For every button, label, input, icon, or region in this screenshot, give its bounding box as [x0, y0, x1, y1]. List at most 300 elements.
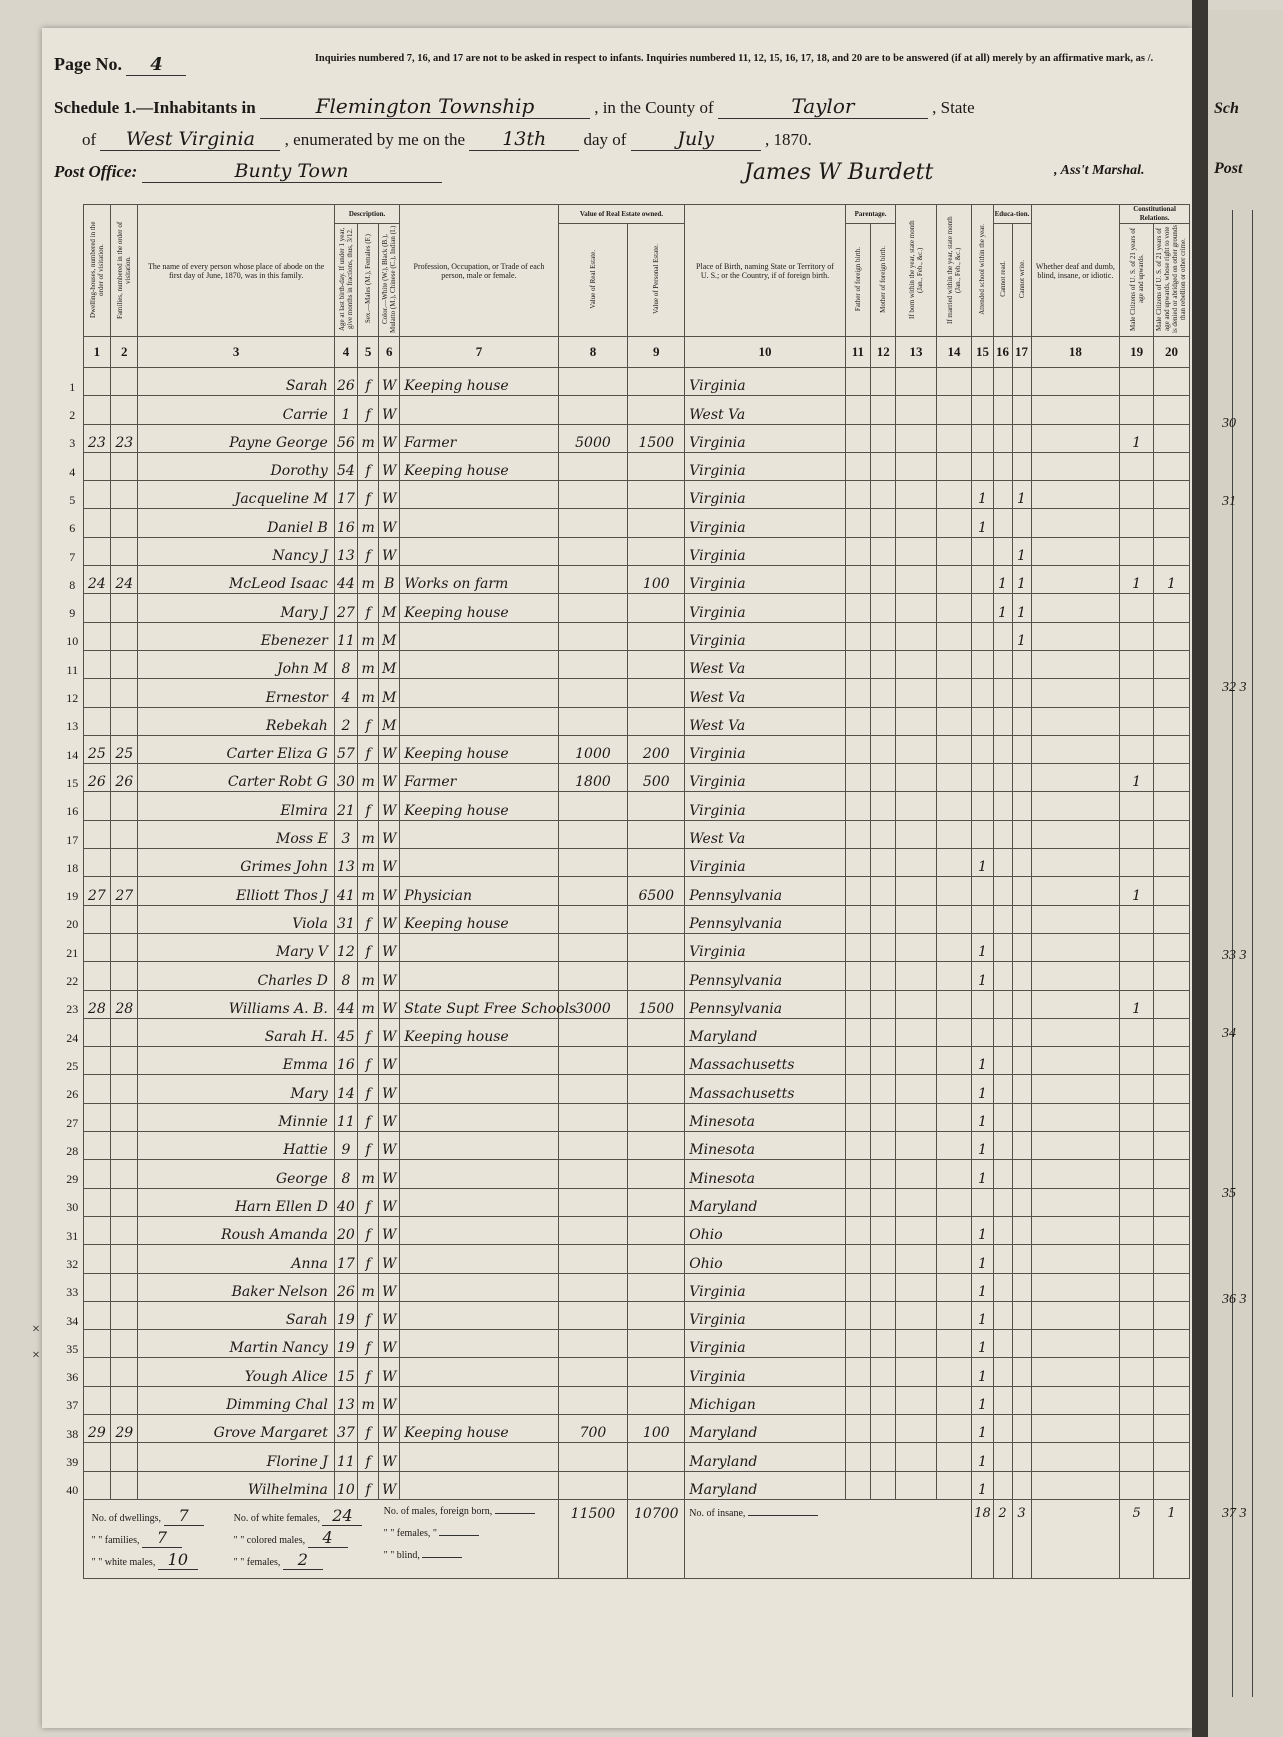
- occupation: [400, 1443, 558, 1471]
- attended-school: 1: [972, 1443, 993, 1471]
- sex: m: [358, 509, 379, 537]
- attended-school: [972, 566, 993, 594]
- sex: f: [358, 1301, 379, 1329]
- cannot-read: 1: [993, 566, 1012, 594]
- sex: f: [358, 1018, 379, 1046]
- mother-foreign: [871, 1386, 896, 1414]
- line-number: 16: [66, 804, 79, 819]
- born-in-year: [896, 396, 936, 424]
- married-in-year: [936, 1075, 972, 1103]
- mother-foreign: [871, 1414, 896, 1442]
- colnum: 15: [972, 337, 993, 368]
- dwelling-number: [83, 679, 110, 707]
- deaf-blind-insane: [1031, 1471, 1120, 1499]
- cannot-read: [993, 679, 1012, 707]
- vote-denied: [1153, 1245, 1189, 1273]
- vote-denied: [1153, 1443, 1189, 1471]
- colnum: 18: [1031, 337, 1120, 368]
- occupation: [400, 396, 558, 424]
- cannot-write: 1: [1012, 594, 1031, 622]
- marshal-signature: James W Burdett: [744, 160, 934, 185]
- line-number: 7: [69, 549, 76, 564]
- married-in-year: [936, 707, 972, 735]
- attended-school: 1: [972, 1245, 993, 1273]
- occupation: [400, 1132, 558, 1160]
- mother-foreign: [871, 1273, 896, 1301]
- margin-mark: ×: [32, 1348, 40, 1363]
- family-number: [111, 594, 138, 622]
- line-number: 11: [66, 662, 79, 677]
- birth-place: Virginia: [685, 1330, 845, 1358]
- married-in-year: [936, 1386, 972, 1414]
- personal-estate-value: [628, 1160, 685, 1188]
- sex: f: [358, 537, 379, 565]
- birth-place: Virginia: [685, 933, 845, 961]
- born-in-year: [896, 1414, 936, 1442]
- father-foreign: [845, 1075, 870, 1103]
- table-row: [62, 566, 1190, 594]
- age: 21: [334, 792, 357, 820]
- age: 8: [334, 962, 357, 990]
- sex: f: [358, 368, 379, 396]
- table-row: [62, 820, 1190, 848]
- cannot-read: [993, 1471, 1012, 1499]
- male-citizen: [1120, 1273, 1154, 1301]
- dwelling-number: [83, 1047, 110, 1075]
- vote-denied: [1153, 1414, 1189, 1442]
- line-number: 27: [66, 1115, 79, 1130]
- birth-place: Virginia: [685, 792, 845, 820]
- table-row: [62, 537, 1190, 565]
- born-in-year: [896, 820, 936, 848]
- born-in-year: [896, 1245, 936, 1273]
- attended-school: [972, 792, 993, 820]
- c16-total: 2: [993, 1499, 1012, 1578]
- color: W: [379, 877, 400, 905]
- person-name: Charles D: [138, 962, 334, 990]
- dwelling-number: [83, 594, 110, 622]
- real-estate-header: Value of Real Estate owned.: [558, 205, 685, 224]
- father-foreign: [845, 481, 870, 509]
- vote-denied: [1153, 820, 1189, 848]
- real-estate-value: 1800: [558, 764, 628, 792]
- attended-school: 1: [972, 962, 993, 990]
- vote-denied: [1153, 396, 1189, 424]
- table-row: [62, 1471, 1190, 1499]
- born-in-year: [896, 735, 936, 763]
- dwelling-number: [83, 1301, 110, 1329]
- line-number: 35: [66, 1341, 79, 1356]
- born-in-year: [896, 1018, 936, 1046]
- real-estate-value: [558, 1018, 628, 1046]
- table-row: [62, 1301, 1190, 1329]
- father-foreign: [845, 679, 870, 707]
- vote-denied: [1153, 650, 1189, 678]
- dwelling-number: [83, 962, 110, 990]
- occupation: [400, 820, 558, 848]
- cannot-read: 1: [993, 594, 1012, 622]
- born-in-year: [896, 1471, 936, 1499]
- colored-females-total: 2: [283, 1550, 323, 1570]
- cannot-read: [993, 368, 1012, 396]
- personal-estate-value: [628, 650, 685, 678]
- married-in-year: [936, 1301, 972, 1329]
- dwelling-number: [83, 1273, 110, 1301]
- colnum: 8: [558, 337, 628, 368]
- attended-school: 1: [972, 1160, 993, 1188]
- mother-foreign: [871, 1358, 896, 1386]
- mother-foreign: [871, 368, 896, 396]
- married-in-year: [936, 1273, 972, 1301]
- attended-school: [972, 990, 993, 1018]
- male-citizen: 1: [1120, 566, 1154, 594]
- married-in-year: [936, 650, 972, 678]
- c19-total: 5: [1120, 1499, 1154, 1578]
- color: W: [379, 1386, 400, 1414]
- age: 17: [334, 1245, 357, 1273]
- family-number: [111, 849, 138, 877]
- family-number: [111, 1273, 138, 1301]
- deaf-blind-insane: [1031, 1443, 1120, 1471]
- real-estate-value: [558, 537, 628, 565]
- birth-place: Virginia: [685, 566, 845, 594]
- age: 3: [334, 820, 357, 848]
- person-name: Viola: [138, 905, 334, 933]
- color: M: [379, 679, 400, 707]
- father-foreign: [845, 1386, 870, 1414]
- sex: f: [358, 735, 379, 763]
- born-in-year: [896, 1188, 936, 1216]
- born-in-year: [896, 1160, 936, 1188]
- line-number: 33: [66, 1285, 79, 1300]
- colnum: 2: [111, 337, 138, 368]
- cannot-read: [993, 735, 1012, 763]
- totals-counts: [83, 1499, 558, 1578]
- table-row: [62, 650, 1190, 678]
- mother-foreign: [871, 537, 896, 565]
- real-estate-value: [558, 1358, 628, 1386]
- vote-denied: [1153, 962, 1189, 990]
- real-estate-value: [558, 1188, 628, 1216]
- colnum: 3: [138, 337, 334, 368]
- age: 44: [334, 990, 357, 1018]
- birth-place: Virginia: [685, 481, 845, 509]
- born-in-year: [896, 877, 936, 905]
- dwelling-number: 24: [83, 566, 110, 594]
- age: 8: [334, 1160, 357, 1188]
- cannot-write: [1012, 452, 1031, 480]
- mother-foreign: [871, 1047, 896, 1075]
- deaf-blind-insane: [1031, 877, 1120, 905]
- occupation: [400, 481, 558, 509]
- color: W: [379, 962, 400, 990]
- cannot-read: [993, 905, 1012, 933]
- father-foreign: [845, 424, 870, 452]
- attended-school: 1: [972, 849, 993, 877]
- male-citizen: [1120, 650, 1154, 678]
- schedule-line: [54, 94, 975, 119]
- census-page: [32, 28, 1192, 1728]
- cannot-write: [1012, 933, 1031, 961]
- deaf-blind-insane: [1031, 735, 1120, 763]
- line-number: 29: [66, 1172, 79, 1187]
- age: 10: [334, 1471, 357, 1499]
- father-foreign: [845, 537, 870, 565]
- birth-place: West Va: [685, 679, 845, 707]
- born-in-year: [896, 1103, 936, 1131]
- real-estate-value: [558, 707, 628, 735]
- family-number: [111, 1132, 138, 1160]
- color: W: [379, 424, 400, 452]
- sex: f: [358, 792, 379, 820]
- sex: f: [358, 1245, 379, 1273]
- table-row: [62, 594, 1190, 622]
- white-males-total: 10: [158, 1550, 198, 1570]
- married-in-year: [936, 1103, 972, 1131]
- cannot-read: [993, 1047, 1012, 1075]
- dwelling-number: [83, 1443, 110, 1471]
- adjacent-entry: 34: [1222, 1026, 1236, 1041]
- sex: f: [358, 1047, 379, 1075]
- vote-denied: [1153, 990, 1189, 1018]
- birth-place: Virginia: [685, 368, 845, 396]
- white-females-total: 24: [322, 1506, 362, 1526]
- cannot-write: [1012, 990, 1031, 1018]
- father-foreign: [845, 1245, 870, 1273]
- occupation: Physician: [400, 877, 558, 905]
- cannot-read: [993, 622, 1012, 650]
- personal-estate-value: [628, 1471, 685, 1499]
- cannot-read: [993, 1132, 1012, 1160]
- col20-header: Male Citizens of U. S. of 21 years of age and upwards, whose right to vote is denied or abridged on other grounds than rebellion or other crime.: [1153, 224, 1189, 337]
- married-in-year: [936, 368, 972, 396]
- deaf-blind-insane: [1031, 1330, 1120, 1358]
- birth-place: Massachusetts: [685, 1075, 845, 1103]
- married-in-year: [936, 509, 972, 537]
- table-row: [62, 1245, 1190, 1273]
- mother-foreign: [871, 933, 896, 961]
- father-foreign: [845, 849, 870, 877]
- cannot-write: [1012, 1075, 1031, 1103]
- cannot-write: [1012, 820, 1031, 848]
- family-number: [111, 1358, 138, 1386]
- occupation: [400, 537, 558, 565]
- person-name: Minnie: [138, 1103, 334, 1131]
- deaf-blind-insane: [1031, 481, 1120, 509]
- age: 16: [334, 1047, 357, 1075]
- family-number: 27: [111, 877, 138, 905]
- attended-school: [972, 679, 993, 707]
- table-row: [62, 679, 1190, 707]
- deaf-blind-insane: [1031, 1358, 1120, 1386]
- cannot-write: [1012, 707, 1031, 735]
- dwelling-number: [83, 537, 110, 565]
- attended-school: [972, 594, 993, 622]
- deaf-blind-insane: [1031, 622, 1120, 650]
- dwelling-number: [83, 1245, 110, 1273]
- color: W: [379, 1273, 400, 1301]
- cannot-read: [993, 1188, 1012, 1216]
- line-number: 13: [66, 719, 79, 734]
- attended-school: [972, 764, 993, 792]
- real-estate-value: [558, 1330, 628, 1358]
- occupation: [400, 1301, 558, 1329]
- table-row: [62, 707, 1190, 735]
- table-row: [62, 764, 1190, 792]
- married-in-year: [936, 1132, 972, 1160]
- real-estate-value: [558, 566, 628, 594]
- person-name: Nancy J: [138, 537, 334, 565]
- born-in-year: [896, 481, 936, 509]
- real-estate-value: [558, 1386, 628, 1414]
- vote-denied: [1153, 933, 1189, 961]
- male-citizen: [1120, 1047, 1154, 1075]
- family-number: [111, 679, 138, 707]
- personal-estate-value: [628, 368, 685, 396]
- born-in-year: [896, 933, 936, 961]
- line-number: 3: [69, 436, 76, 451]
- male-citizen: 1: [1120, 990, 1154, 1018]
- personal-estate-value: [628, 849, 685, 877]
- personal-estate-value: 1500: [628, 990, 685, 1018]
- vote-denied: [1153, 1160, 1189, 1188]
- colnum: 13: [896, 337, 936, 368]
- colnum: 16: [993, 337, 1012, 368]
- dwelling-number: [83, 481, 110, 509]
- cannot-read: [993, 1386, 1012, 1414]
- line-number: 2: [69, 408, 76, 423]
- personal-estate-value: [628, 594, 685, 622]
- colnum: 20: [1153, 337, 1189, 368]
- dwelling-number: [83, 1075, 110, 1103]
- male-citizen: [1120, 1443, 1154, 1471]
- person-name: Wilhelmina: [138, 1471, 334, 1499]
- col5-header: Sex.—Males (M.), Females (F.): [358, 224, 379, 337]
- attended-school: [972, 396, 993, 424]
- color: W: [379, 990, 400, 1018]
- cannot-write: [1012, 1443, 1031, 1471]
- born-in-year: [896, 452, 936, 480]
- mother-foreign: [871, 481, 896, 509]
- table-row: [62, 849, 1190, 877]
- table-row: [62, 1414, 1190, 1442]
- family-number: [111, 1160, 138, 1188]
- father-foreign: [845, 990, 870, 1018]
- mother-foreign: [871, 424, 896, 452]
- sex: f: [358, 905, 379, 933]
- born-in-year: [896, 594, 936, 622]
- cannot-write: [1012, 1132, 1031, 1160]
- sex: f: [358, 1132, 379, 1160]
- father-foreign: [845, 1018, 870, 1046]
- family-number: [111, 1301, 138, 1329]
- mother-foreign: [871, 566, 896, 594]
- family-number: [111, 509, 138, 537]
- sex: f: [358, 481, 379, 509]
- born-in-year: [896, 537, 936, 565]
- born-in-year: [896, 1358, 936, 1386]
- real-estate-value: [558, 849, 628, 877]
- vote-denied: [1153, 764, 1189, 792]
- vote-denied: [1153, 368, 1189, 396]
- dwellings-label: No. of dwellings,: [91, 1512, 162, 1524]
- male-citizen: [1120, 537, 1154, 565]
- sex: m: [358, 877, 379, 905]
- cannot-write: 1: [1012, 537, 1031, 565]
- real-estate-value: [558, 650, 628, 678]
- cannot-read: [993, 1414, 1012, 1442]
- age: 16: [334, 509, 357, 537]
- birth-place: Ohio: [685, 1245, 845, 1273]
- col10-header: Place of Birth, naming State or Territory of U. S.; or the Country, if of foreign birth.: [685, 205, 845, 337]
- line-number: 32: [66, 1257, 79, 1271]
- family-number: [111, 1216, 138, 1244]
- born-in-year: [896, 650, 936, 678]
- age: 13: [334, 849, 357, 877]
- c20-total: 1: [1153, 1499, 1189, 1578]
- vote-denied: [1153, 424, 1189, 452]
- colnum: 12: [871, 337, 896, 368]
- deaf-blind-insane: [1031, 1245, 1120, 1273]
- census-rows: [62, 368, 1190, 1500]
- line-number: 15: [66, 775, 79, 790]
- born-in-year: [896, 1216, 936, 1244]
- age: 11: [334, 1443, 357, 1471]
- born-in-year: [896, 990, 936, 1018]
- vote-denied: [1153, 481, 1189, 509]
- color: W: [379, 1103, 400, 1131]
- state-value: West Virginia: [100, 128, 280, 151]
- attended-school: [972, 537, 993, 565]
- attended-school: [972, 1188, 993, 1216]
- column-number-row: [62, 337, 1190, 368]
- sex: m: [358, 1160, 379, 1188]
- cannot-read: [993, 1160, 1012, 1188]
- birth-place: Virginia: [685, 622, 845, 650]
- line-number: 28: [66, 1143, 79, 1158]
- male-citizen: [1120, 1132, 1154, 1160]
- color: W: [379, 1216, 400, 1244]
- mother-foreign: [871, 1188, 896, 1216]
- born-in-year: [896, 905, 936, 933]
- birth-place: Virginia: [685, 537, 845, 565]
- table-row: [62, 368, 1190, 396]
- cannot-read: [993, 933, 1012, 961]
- cannot-read: [993, 1358, 1012, 1386]
- color: W: [379, 1471, 400, 1499]
- married-in-year: [936, 594, 972, 622]
- cannot-write: [1012, 1103, 1031, 1131]
- deaf-blind-insane: [1031, 792, 1120, 820]
- male-citizen: [1120, 849, 1154, 877]
- colnum: 17: [1012, 337, 1031, 368]
- occupation: [400, 933, 558, 961]
- line-number: 17: [66, 832, 79, 847]
- personal-estate-value: [628, 1330, 685, 1358]
- vote-denied: [1153, 452, 1189, 480]
- cannot-write: [1012, 509, 1031, 537]
- male-citizen: [1120, 1188, 1154, 1216]
- table-row: [62, 1216, 1190, 1244]
- attended-school: 1: [972, 1330, 993, 1358]
- sex: f: [358, 933, 379, 961]
- cannot-read: [993, 820, 1012, 848]
- age: 56: [334, 424, 357, 452]
- male-citizen: 1: [1120, 877, 1154, 905]
- dwelling-number: [83, 1160, 110, 1188]
- family-number: [111, 396, 138, 424]
- male-citizen: 1: [1120, 764, 1154, 792]
